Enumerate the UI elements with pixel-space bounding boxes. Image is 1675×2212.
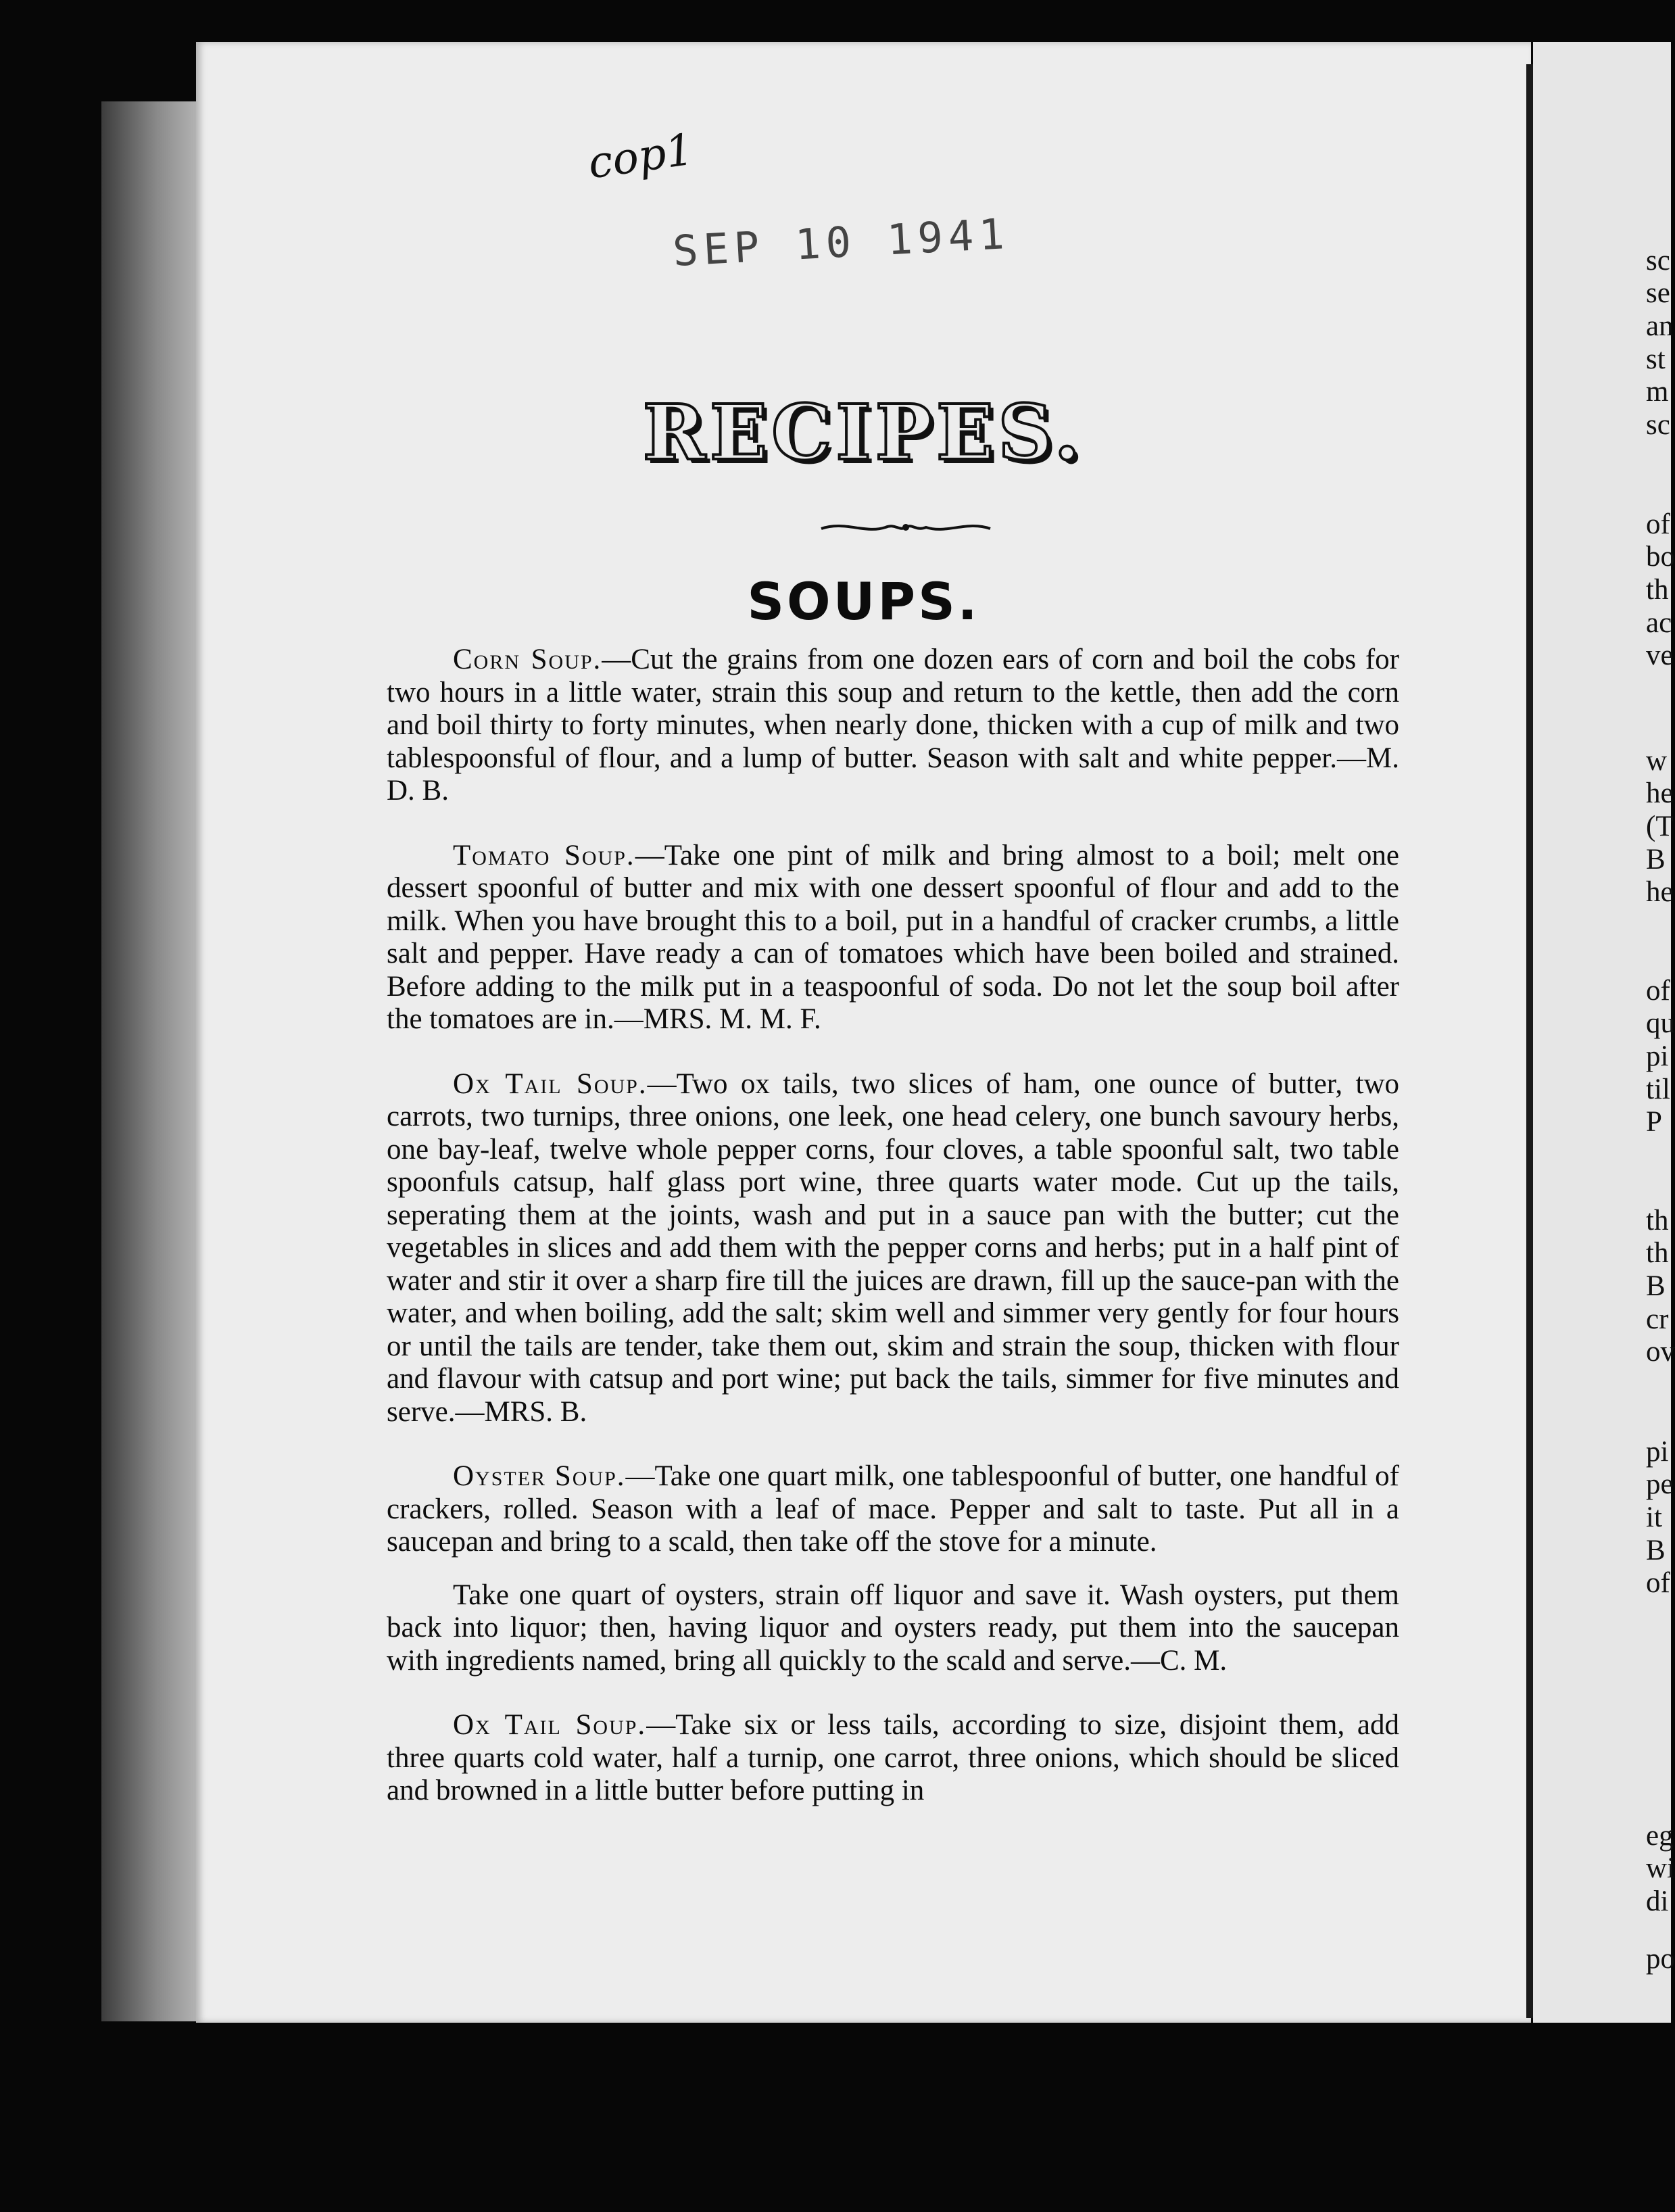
recipe-body: —Take one pint of milk and bring almost to a boil; melt one dessert spoonful of butter and mix with one dessert spoonful of flour and add to the milk. When you have brought this to a boil, put in a handful of cracker crumbs, a little salt and pepper. Have ready a can of tomatoes which have been boiled and strained. Before adding to the milk put in a teaspoonful of soda. Do not let the soup boil after the tomatoes are in.—MRS. M. M. F. — [387, 839, 1399, 1035]
facing-fragment: B — [1646, 1535, 1666, 1566]
facing-fragment: an — [1646, 310, 1674, 342]
facing-fragment: ve — [1646, 640, 1674, 671]
recipe-corn-soup — [387, 644, 1399, 808]
facing-fragment: se — [1646, 277, 1670, 309]
facing-fragment: th — [1646, 574, 1669, 606]
recipe-title: Tomato Soup. — [453, 839, 635, 871]
recipe-ox-tail-soup — [387, 1068, 1399, 1429]
facing-fragment: th — [1646, 1205, 1669, 1236]
recipe-title: Oyster Soup. — [453, 1460, 626, 1492]
facing-fragment: sc — [1646, 245, 1670, 276]
recipe-ox-tail-soup-2 — [387, 1709, 1399, 1808]
facing-fragment: of — [1646, 975, 1670, 1007]
recipe-body: Take one quart of oysters, strain off liquor and save it. Wash oysters, put them back into liquor; then, having liquor and oysters ready, put them into the saucepan with ingredients named, bring all quickly to the scald and serve.—C. M. — [387, 1579, 1399, 1677]
facing-fragment: bo — [1646, 541, 1675, 573]
facing-fragment: pi — [1646, 1436, 1669, 1468]
scan-edge-shadow — [101, 101, 203, 2021]
recipe-body: —Take one quart milk, one tablespoonful of butter, one handful of crackers, rolled. Season with a leaf of mace. Pepper and salt to taste. Put all in a saucepan and bring to a scald, then take off the stove for a minute. — [387, 1460, 1400, 1558]
recipe-body: —Take six or less tails, according to size, disjoint them, add three quarts cold water, half a turnip, one carrot, three onions, which should be sliced and browned in a little butter before putting in — [387, 1709, 1399, 1806]
facing-fragment: m — [1646, 376, 1669, 408]
facing-fragment: qu — [1646, 1007, 1675, 1039]
recipe-oyster-soup-continued — [387, 1579, 1399, 1678]
facing-fragment: ac — [1646, 607, 1672, 639]
facing-fragment: pi — [1646, 1040, 1669, 1072]
facing-fragment: B — [1646, 844, 1666, 875]
page-title: RECIPES. — [642, 389, 1085, 477]
handwritten-annotation: cop1 — [585, 124, 697, 189]
book-gutter — [1526, 64, 1533, 2018]
facing-fragment: ov — [1646, 1336, 1675, 1368]
recipe-title: Ox Tail Soup. — [453, 1067, 648, 1100]
recipe-body: —Two ox tails, two slices of ham, one ounce of butter, two carrots, two turnips, three onions, one leek, one head celery, one bunch savoury herbs, one bay-leaf, twelve whole pepper corns, four cloves, a table spoonful salt, two table spoonfuls catsup, half glass port wine, three quarts water mode. Cut up the tails, seperating them at the joints, wash and put in a sauce pan with the butter; cut the vegetables in slices and add them with the pepper corns and herbs; put in a half pint of water and stir it over a sharp fire till the juices are drawn, fill up the sauce-pan with the water, and when boiling, add the salt; skim well and simmer very gently for four hours or until the tails are tender, take them out, skim and strain the soup, thicken with flour and flavour with catsup and port wine; put back the tails, simmer for five minutes and serve.—MRS. B. — [387, 1067, 1399, 1428]
facing-fragment: of — [1646, 508, 1670, 540]
section-heading: SOUPS. — [747, 571, 980, 631]
facing-page-text — [1646, 245, 1675, 1975]
facing-fragment: B — [1646, 1270, 1666, 1302]
facing-fragment: it — [1646, 1501, 1662, 1533]
facing-fragment: sc — [1646, 409, 1670, 441]
facing-fragment: di — [1646, 1885, 1669, 1917]
facing-fragment: st — [1646, 343, 1666, 375]
facing-fragment: w — [1646, 745, 1668, 777]
recipe-body: —Cut the grains from one dozen ears of corn and boil the cobs for two hours in a little water, strain this soup and return to the kettle, then add the corn and boil thirty to forty minutes, when nearly done, thicken with a cup of milk and two tablespoonsful of flour, and a lump of butter. Season with salt and white pepper.—M. D. B. — [387, 644, 1399, 807]
facing-fragment: po — [1646, 1943, 1675, 1975]
facing-fragment: pe — [1646, 1468, 1674, 1500]
recipe-list — [387, 644, 1399, 1840]
recipe-title: Corn Soup. — [453, 644, 602, 675]
facing-fragment: (T — [1646, 811, 1674, 842]
facing-fragment: wi — [1646, 1852, 1675, 1884]
date-stamp: SEP 10 1941 — [671, 209, 1011, 276]
facing-fragment: he — [1646, 876, 1674, 908]
facing-fragment: th — [1646, 1237, 1669, 1269]
facing-fragment: eg — [1646, 1820, 1674, 1852]
facing-fragment: of — [1646, 1567, 1670, 1599]
facing-fragment: P — [1646, 1106, 1662, 1138]
ornament-divider — [818, 514, 994, 541]
recipe-oyster-soup — [387, 1460, 1399, 1559]
facing-fragment: cr — [1646, 1303, 1669, 1335]
recipe-title: Ox Tail Soup. — [453, 1709, 647, 1741]
facing-fragment: he — [1646, 777, 1674, 809]
facing-fragment: til — [1646, 1074, 1670, 1105]
recipe-tomato-soup — [387, 840, 1399, 1036]
